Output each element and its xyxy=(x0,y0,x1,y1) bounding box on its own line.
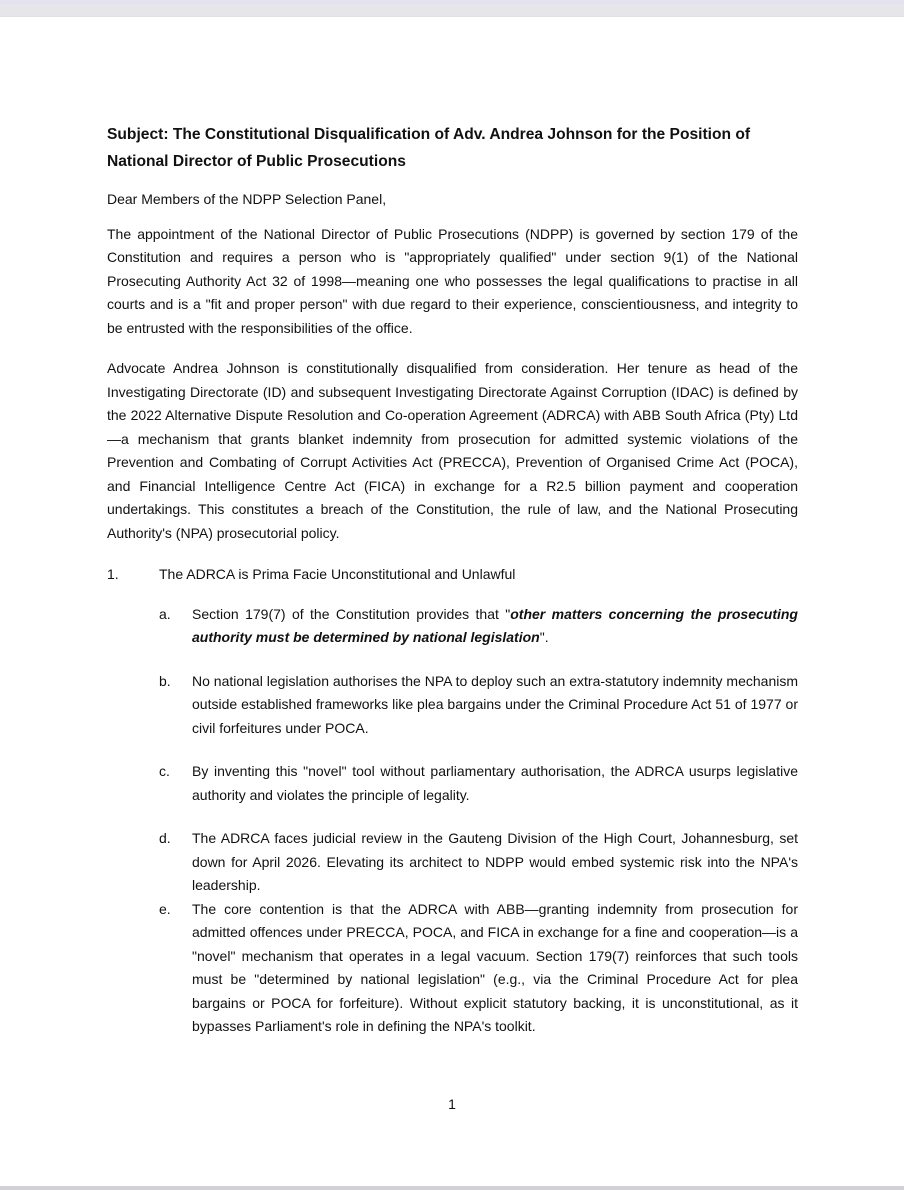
quote-suffix: ". xyxy=(539,629,549,645)
list-item xyxy=(159,603,798,650)
section-heading xyxy=(107,563,798,587)
page-content xyxy=(107,121,798,1039)
paragraph-appointment: The appointment of the National Director of Public Prosecutions (NDPP) is governed by section 179 of the Constitution and requires a person who is "appropriately qualified" under section 9(1) of the National Prosecuting Authority Act 32 of 1998—meaning one who possesses the legal qualifications to practise in all courts and is a "fit and proper person" with due regard to their experience, conscientiousness, and integrity to be entrusted with the responsibilities of the office. xyxy=(107,225,798,336)
list-item-letter: d. xyxy=(159,830,171,846)
section-number: 1. xyxy=(107,566,119,582)
list-item-text: The ADRCA faces judicial review in the Gauteng Division of the High Court, Johannesburg, set down for April 2026. Elevating its architect to NDPP would embed systemic risk into the NPA's leadership. xyxy=(192,830,798,893)
list-item xyxy=(159,670,798,741)
viewer-bottom-band xyxy=(0,1186,904,1190)
list-item-text xyxy=(192,603,798,650)
page-number: 1 xyxy=(448,1096,456,1112)
subject-heading: Subject: The Constitutional Disqualification of Adv. Andrea Johnson for the Position of National Director of Public Prosecutions xyxy=(107,126,751,170)
list-item-letter: c. xyxy=(159,763,170,779)
list-item xyxy=(159,760,798,807)
section-title: The ADRCA is Prima Facie Unconstitutional and Unlawful xyxy=(159,566,516,582)
list-item-letter: e. xyxy=(159,900,171,917)
paragraph-disqualification: Advocate Andrea Johnson is constitutionally disqualified from consideration. Her tenure as head of the Investigating Directorate (ID) and subsequent Investigating Directorate Against Corruption (IDAC) is defined by the 2022 Alternative Dispute Resolution and Co-operation Agreement (ADRCA) with ABB South Africa (Pty) Ltd—a mechanism that grants blanket indemnity from prosecution for admitted systemic violations of the Prevention and Combating of Corrupt Activities Act (PRECCA), Prevention of Organised Crime Act (POCA), and Financial Intelligence Centre Act (FICA) in exchange for a R2.5 billion payment and cooperation undertakings. This constitutes a breach of the Constitution, the rule of law, and the National Prosecuting Authority's (NPA) prosecutorial policy. xyxy=(107,360,798,541)
list-item-letter: a. xyxy=(159,605,171,622)
list-item-text: By inventing this "novel" tool without parliamentary authorisation, the ADRCA usurps legislative authority and violates the principle of legality. xyxy=(192,763,798,803)
list-item-text: The core contention is that the ADRCA with ABB—granting indemnity from prosecution for admitted offences under PRECCA, POCA, and FICA in exchange for a fine and cooperation—is a "novel" mechanism that operates in a legal vacuum. Section 179(7) reinforces that such tools must be "determined by national legislation" (e.g., via the Criminal Procedure Act for plea bargains or POCA for forfeiture). Without explicit statutory backing, it is unconstitutional, as it bypasses Parliament's role in defining the NPA's toolkit. xyxy=(192,900,798,1034)
sub-item-list xyxy=(159,603,798,1039)
quoted-emphasis: other matters concerning the prosecuting authority must be determined by national legislation xyxy=(192,605,798,645)
list-item-text: No national legislation authorises the NPA to deploy such an extra-statutory indemnity mechanism outside established frameworks like plea bargains under the Criminal Procedure Act 51 of 1977 or civil forfeitures under POCA. xyxy=(192,672,798,736)
viewer-top-band xyxy=(0,0,904,4)
document-page xyxy=(0,17,904,1186)
list-item xyxy=(159,898,798,1039)
list-item xyxy=(159,827,798,898)
quote-prefix: Section 179(7) of the Constitution provides that " xyxy=(192,605,511,622)
list-item-letter: b. xyxy=(159,672,171,689)
salutation: Dear Members of the NDPP Selection Panel, xyxy=(107,191,387,207)
